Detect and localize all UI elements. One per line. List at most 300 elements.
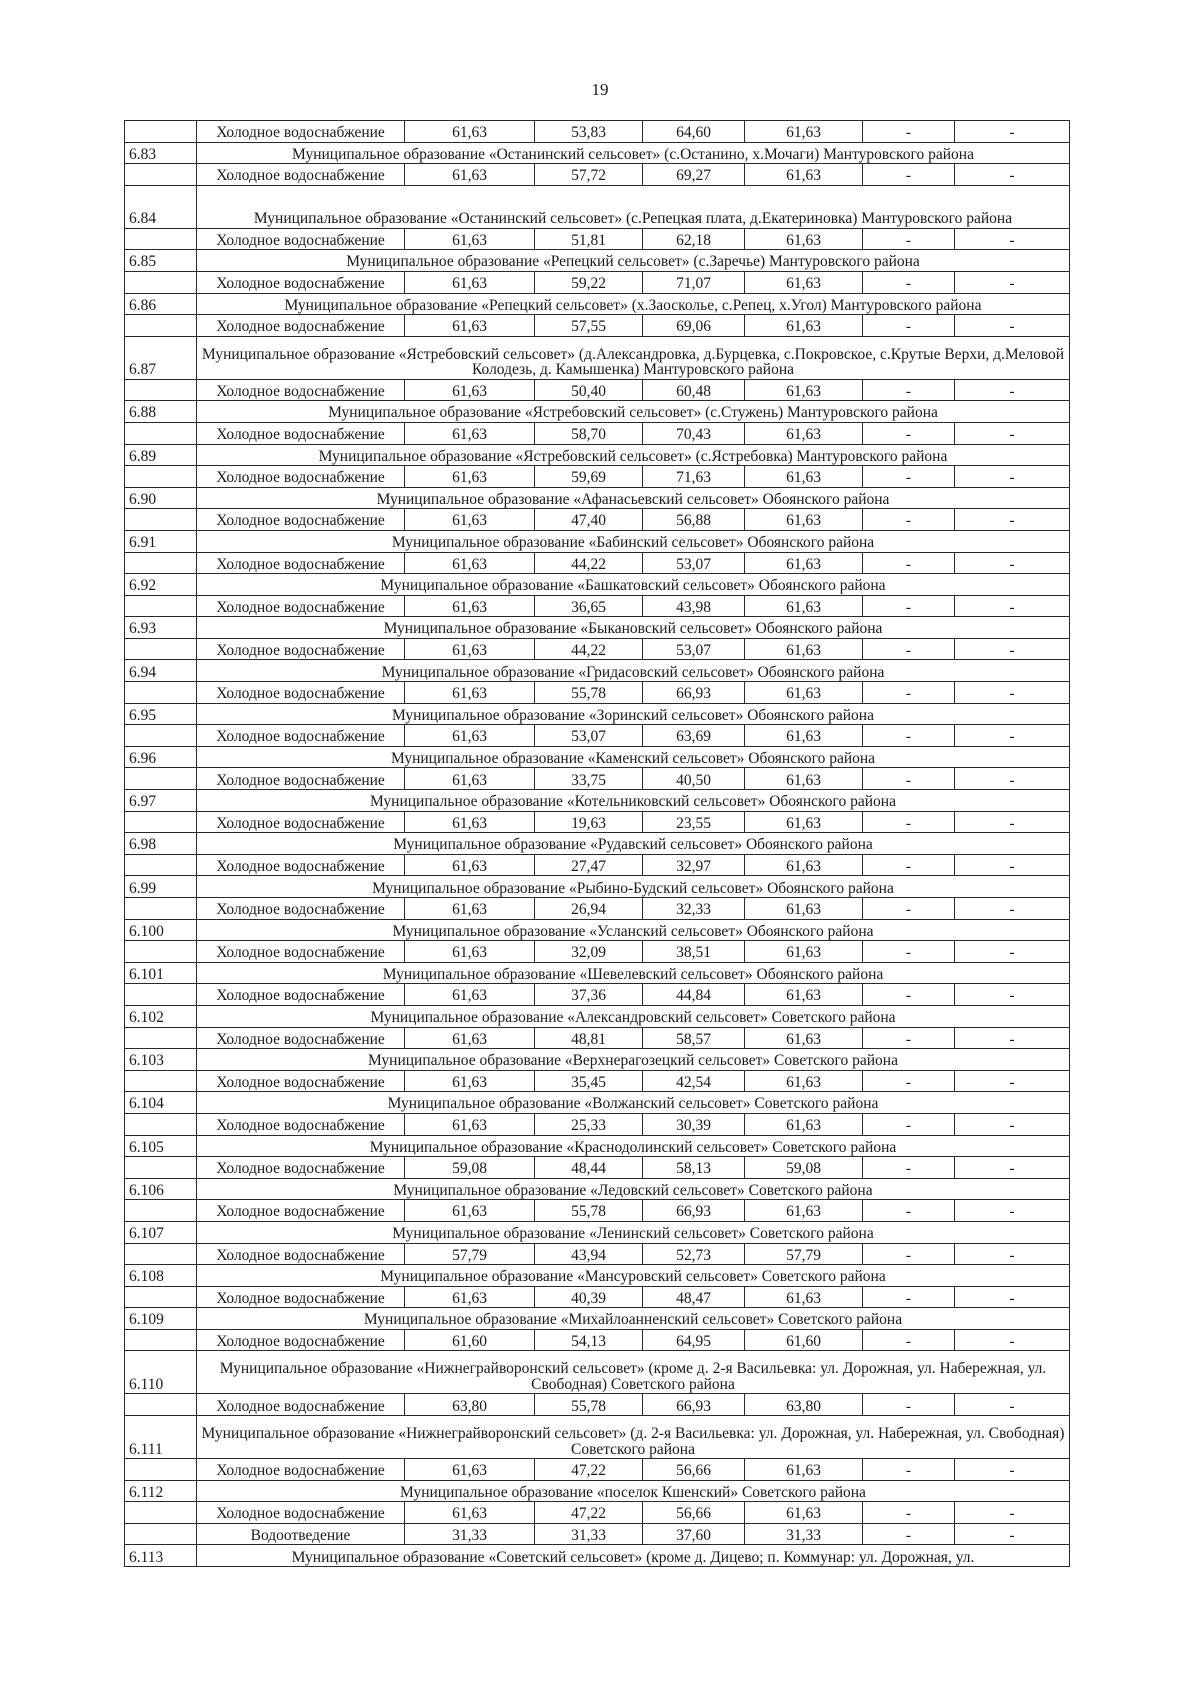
service-name: Холодное водоснабжение <box>197 1286 405 1308</box>
row-number <box>125 121 197 143</box>
tariff-value-1: 61,63 <box>405 1027 535 1049</box>
municipality-row <box>125 530 1070 552</box>
tariff-value-4: 61,63 <box>745 682 863 704</box>
municipality-row <box>125 1351 1070 1394</box>
service-name: Холодное водоснабжение <box>197 1329 405 1351</box>
municipality-title: Муниципальное образование «Нижнеграйворонский сельсовет» (кроме д. 2-я Васильевка: ул. Дорожная, ул. Набережная, ул. Свободная) Советского района <box>197 1351 1070 1394</box>
municipality-row <box>125 1049 1070 1071</box>
municipality-title: Муниципальное образование «Александровский сельсовет» Советского района <box>197 1005 1070 1027</box>
tariff-value-1: 61,63 <box>405 595 535 617</box>
tariff-dash-1: - <box>863 164 955 186</box>
tariff-value-2: 25,33 <box>535 1113 643 1135</box>
service-name: Холодное водоснабжение <box>197 1243 405 1265</box>
row-number: 6.87 <box>125 336 197 379</box>
tariff-table <box>124 120 1070 1567</box>
tariff-row <box>125 1394 1070 1416</box>
row-number: 6.89 <box>125 444 197 466</box>
tariff-value-1: 61,63 <box>405 1070 535 1092</box>
tariff-row <box>125 595 1070 617</box>
tariff-value-3: 58,57 <box>643 1027 745 1049</box>
tariff-row <box>125 1113 1070 1135</box>
municipality-title: Муниципальное образование «Советский сельсовет» (кроме д. Дицево; п. Коммунар: ул. Дорожная, ул. <box>197 1545 1070 1567</box>
tariff-value-3: 56,88 <box>643 509 745 531</box>
municipality-title: Муниципальное образование «Ледовский сельсовет» Советского района <box>197 1178 1070 1200</box>
tariff-value-2: 37,36 <box>535 984 643 1006</box>
tariff-dash-2: - <box>955 1286 1070 1308</box>
row-number <box>125 1243 197 1265</box>
tariff-dash-1: - <box>863 1329 955 1351</box>
tariff-dash-2: - <box>955 768 1070 790</box>
tariff-value-4: 31,33 <box>745 1523 863 1545</box>
tariff-row <box>125 228 1070 250</box>
row-number: 6.91 <box>125 530 197 552</box>
tariff-dash-1: - <box>863 1243 955 1265</box>
row-number <box>125 941 197 963</box>
tariff-dash-1: - <box>863 1070 955 1092</box>
municipality-row <box>125 660 1070 682</box>
tariff-dash-2: - <box>955 121 1070 143</box>
row-number <box>125 854 197 876</box>
tariff-value-2: 53,83 <box>535 121 643 143</box>
tariff-dash-2: - <box>955 228 1070 250</box>
tariff-row <box>125 638 1070 660</box>
municipality-row <box>125 876 1070 898</box>
row-number: 6.95 <box>125 703 197 725</box>
row-number <box>125 1394 197 1416</box>
row-number: 6.96 <box>125 746 197 768</box>
row-number <box>125 1502 197 1524</box>
tariff-value-2: 36,65 <box>535 595 643 617</box>
row-number: 6.106 <box>125 1178 197 1200</box>
row-number <box>125 1286 197 1308</box>
row-number <box>125 552 197 574</box>
tariff-value-3: 30,39 <box>643 1113 745 1135</box>
tariff-row <box>125 854 1070 876</box>
municipality-row <box>125 1265 1070 1287</box>
tariff-value-3: 70,43 <box>643 422 745 444</box>
municipality-row <box>125 1135 1070 1157</box>
municipality-row <box>125 1416 1070 1459</box>
tariff-row <box>125 315 1070 337</box>
tariff-value-1: 61,63 <box>405 1113 535 1135</box>
municipality-title: Муниципальное образование «Репецкий сельсовет» (х.Заосколье, с.Репец, х.Угол) Мантуровского района <box>197 293 1070 315</box>
municipality-title: Муниципальное образование «Бабинский сельсовет» Обоянского района <box>197 530 1070 552</box>
tariff-row <box>125 1243 1070 1265</box>
municipality-row <box>125 1308 1070 1330</box>
tariff-value-2: 40,39 <box>535 1286 643 1308</box>
municipality-row <box>125 833 1070 855</box>
municipality-title: Муниципальное образование «Ястребовский сельсовет» (с.Стужень) Мантуровского района <box>197 401 1070 423</box>
tariff-dash-1: - <box>863 552 955 574</box>
municipality-row <box>125 142 1070 164</box>
municipality-row <box>125 1178 1070 1200</box>
tariff-value-3: 40,50 <box>643 768 745 790</box>
tariff-dash-2: - <box>955 1502 1070 1524</box>
row-number: 6.104 <box>125 1092 197 1114</box>
row-number: 6.94 <box>125 660 197 682</box>
service-name: Холодное водоснабжение <box>197 725 405 747</box>
municipality-row <box>125 1480 1070 1502</box>
row-number: 6.111 <box>125 1416 197 1459</box>
tariff-value-2: 47,22 <box>535 1459 643 1481</box>
tariff-row <box>125 509 1070 531</box>
tariff-value-4: 61,63 <box>745 164 863 186</box>
tariff-dash-2: - <box>955 1200 1070 1222</box>
tariff-dash-2: - <box>955 682 1070 704</box>
municipality-row <box>125 962 1070 984</box>
tariff-dash-1: - <box>863 1157 955 1179</box>
tariff-dash-2: - <box>955 1329 1070 1351</box>
municipality-row <box>125 336 1070 379</box>
tariff-value-3: 53,07 <box>643 638 745 660</box>
tariff-value-3: 58,13 <box>643 1157 745 1179</box>
tariff-row <box>125 121 1070 143</box>
tariff-value-3: 64,60 <box>643 121 745 143</box>
row-number <box>125 1200 197 1222</box>
municipality-row <box>125 617 1070 639</box>
municipality-title: Муниципальное образование «Зоринский сельсовет» Обоянского района <box>197 703 1070 725</box>
municipality-title: Муниципальное образование «Шевелевский сельсовет» Обоянского района <box>197 962 1070 984</box>
row-number <box>125 1070 197 1092</box>
tariff-value-3: 56,66 <box>643 1502 745 1524</box>
tariff-value-4: 61,63 <box>745 638 863 660</box>
tariff-value-1: 61,63 <box>405 984 535 1006</box>
tariff-value-2: 32,09 <box>535 941 643 963</box>
row-number: 6.99 <box>125 876 197 898</box>
tariff-value-2: 55,78 <box>535 1394 643 1416</box>
tariff-dash-1: - <box>863 228 955 250</box>
tariff-dash-1: - <box>863 682 955 704</box>
tariff-dash-1: - <box>863 725 955 747</box>
service-name: Холодное водоснабжение <box>197 768 405 790</box>
row-number: 6.112 <box>125 1480 197 1502</box>
tariff-dash-2: - <box>955 379 1070 401</box>
tariff-dash-1: - <box>863 1286 955 1308</box>
tariff-dash-2: - <box>955 854 1070 876</box>
tariff-dash-2: - <box>955 811 1070 833</box>
tariff-value-2: 31,33 <box>535 1523 643 1545</box>
tariff-value-3: 53,07 <box>643 552 745 574</box>
tariff-value-4: 63,80 <box>745 1394 863 1416</box>
tariff-dash-2: - <box>955 1113 1070 1135</box>
tariff-dash-1: - <box>863 271 955 293</box>
tariff-row <box>125 1286 1070 1308</box>
row-number <box>125 725 197 747</box>
tariff-value-2: 43,94 <box>535 1243 643 1265</box>
service-name: Холодное водоснабжение <box>197 379 405 401</box>
tariff-dash-1: - <box>863 854 955 876</box>
tariff-dash-2: - <box>955 466 1070 488</box>
tariff-value-1: 61,63 <box>405 466 535 488</box>
tariff-value-3: 66,93 <box>643 1394 745 1416</box>
row-number <box>125 422 197 444</box>
tariff-dash-2: - <box>955 315 1070 337</box>
service-name: Холодное водоснабжение <box>197 1157 405 1179</box>
tariff-value-4: 61,63 <box>745 228 863 250</box>
row-number: 6.83 <box>125 142 197 164</box>
tariff-row <box>125 1157 1070 1179</box>
row-number <box>125 1523 197 1545</box>
tariff-value-3: 71,07 <box>643 271 745 293</box>
tariff-value-2: 51,81 <box>535 228 643 250</box>
tariff-value-3: 37,60 <box>643 1523 745 1545</box>
tariff-value-1: 61,63 <box>405 941 535 963</box>
municipality-row <box>125 1221 1070 1243</box>
tariff-value-2: 19,63 <box>535 811 643 833</box>
row-number: 6.100 <box>125 919 197 941</box>
row-number: 6.98 <box>125 833 197 855</box>
tariff-dash-1: - <box>863 984 955 1006</box>
tariff-dash-2: - <box>955 271 1070 293</box>
service-name: Холодное водоснабжение <box>197 941 405 963</box>
municipality-row <box>125 185 1070 228</box>
tariff-value-1: 61,63 <box>405 811 535 833</box>
tariff-row <box>125 1329 1070 1351</box>
tariff-row <box>125 379 1070 401</box>
tariff-value-2: 58,70 <box>535 422 643 444</box>
service-name: Холодное водоснабжение <box>197 164 405 186</box>
tariff-row <box>125 1200 1070 1222</box>
service-name: Холодное водоснабжение <box>197 638 405 660</box>
tariff-row <box>125 811 1070 833</box>
municipality-row <box>125 1005 1070 1027</box>
tariff-dash-2: - <box>955 1243 1070 1265</box>
municipality-row <box>125 703 1070 725</box>
tariff-value-3: 66,93 <box>643 682 745 704</box>
row-number <box>125 1329 197 1351</box>
tariff-value-4: 61,63 <box>745 315 863 337</box>
municipality-title: Муниципальное образование «Останинский сельсовет» (с.Репецкая плата, д.Екатериновка) Мантуровского района <box>197 185 1070 228</box>
row-number <box>125 466 197 488</box>
tariff-dash-1: - <box>863 1502 955 1524</box>
municipality-title: Муниципальное образование «Быкановский сельсовет» Обоянского района <box>197 617 1070 639</box>
tariff-dash-2: - <box>955 164 1070 186</box>
tariff-value-4: 61,63 <box>745 984 863 1006</box>
tariff-dash-2: - <box>955 1394 1070 1416</box>
tariff-value-4: 61,63 <box>745 1200 863 1222</box>
tariff-dash-1: - <box>863 121 955 143</box>
service-name: Холодное водоснабжение <box>197 422 405 444</box>
service-name: Холодное водоснабжение <box>197 228 405 250</box>
tariff-dash-1: - <box>863 1200 955 1222</box>
row-number: 6.113 <box>125 1545 197 1567</box>
tariff-dash-1: - <box>863 1394 955 1416</box>
tariff-row <box>125 768 1070 790</box>
tariff-dash-2: - <box>955 898 1070 920</box>
row-number <box>125 595 197 617</box>
row-number <box>125 271 197 293</box>
tariff-value-1: 61,63 <box>405 271 535 293</box>
municipality-title: Муниципальное образование «Краснодолинский сельсовет» Советского района <box>197 1135 1070 1157</box>
tariff-row <box>125 941 1070 963</box>
row-number: 6.86 <box>125 293 197 315</box>
row-number: 6.84 <box>125 185 197 228</box>
tariff-row <box>125 552 1070 574</box>
tariff-value-2: 50,40 <box>535 379 643 401</box>
service-name: Холодное водоснабжение <box>197 1502 405 1524</box>
tariff-dash-2: - <box>955 1157 1070 1179</box>
tariff-value-1: 61,63 <box>405 509 535 531</box>
tariff-value-1: 61,60 <box>405 1329 535 1351</box>
tariff-value-2: 35,45 <box>535 1070 643 1092</box>
tariff-value-4: 61,63 <box>745 854 863 876</box>
tariff-dash-1: - <box>863 315 955 337</box>
service-name: Холодное водоснабжение <box>197 811 405 833</box>
tariff-value-2: 26,94 <box>535 898 643 920</box>
tariff-value-3: 60,48 <box>643 379 745 401</box>
tariff-value-2: 44,22 <box>535 638 643 660</box>
row-number: 6.93 <box>125 617 197 639</box>
municipality-row <box>125 919 1070 941</box>
tariff-value-1: 61,63 <box>405 422 535 444</box>
tariff-dash-1: - <box>863 898 955 920</box>
municipality-title: Муниципальное образование «Усланский сельсовет» Обоянского района <box>197 919 1070 941</box>
tariff-value-3: 43,98 <box>643 595 745 617</box>
municipality-title: Муниципальное образование «Рыбино-Будский сельсовет» Обоянского района <box>197 876 1070 898</box>
municipality-row <box>125 790 1070 812</box>
tariff-dash-2: - <box>955 509 1070 531</box>
tariff-dash-2: - <box>955 552 1070 574</box>
row-number <box>125 811 197 833</box>
tariff-value-1: 61,63 <box>405 228 535 250</box>
tariff-value-1: 61,63 <box>405 1459 535 1481</box>
tariff-value-3: 32,33 <box>643 898 745 920</box>
row-number: 6.108 <box>125 1265 197 1287</box>
tariff-row <box>125 1070 1070 1092</box>
municipality-title: Муниципальное образование «Афанасьевский сельсовет» Обоянского района <box>197 487 1070 509</box>
tariff-value-2: 48,44 <box>535 1157 643 1179</box>
tariff-dash-1: - <box>863 1027 955 1049</box>
service-name: Холодное водоснабжение <box>197 854 405 876</box>
tariff-row <box>125 984 1070 1006</box>
tariff-dash-1: - <box>863 638 955 660</box>
row-number <box>125 1027 197 1049</box>
tariff-dash-2: - <box>955 422 1070 444</box>
tariff-value-1: 61,63 <box>405 1200 535 1222</box>
row-number <box>125 768 197 790</box>
municipality-title: Муниципальное образование «Верхнерагозецкий сельсовет» Советского района <box>197 1049 1070 1071</box>
tariff-dash-2: - <box>955 941 1070 963</box>
tariff-row <box>125 1459 1070 1481</box>
service-name: Холодное водоснабжение <box>197 1113 405 1135</box>
tariff-row <box>125 164 1070 186</box>
municipality-title: Муниципальное образование «Ястребовский сельсовет» (с.Ястребовка) Мантуровского района <box>197 444 1070 466</box>
municipality-title: Муниципальное образование «Гридасовский сельсовет» Обоянского района <box>197 660 1070 682</box>
municipality-row <box>125 1545 1070 1567</box>
service-name: Холодное водоснабжение <box>197 1459 405 1481</box>
tariff-value-4: 61,63 <box>745 121 863 143</box>
row-number <box>125 509 197 531</box>
tariff-value-3: 63,69 <box>643 725 745 747</box>
tariff-value-1: 61,63 <box>405 768 535 790</box>
service-name: Холодное водоснабжение <box>197 898 405 920</box>
municipality-row <box>125 746 1070 768</box>
tariff-row <box>125 466 1070 488</box>
municipality-title: Муниципальное образование «Репецкий сельсовет» (с.Заречье) Мантуровского района <box>197 250 1070 272</box>
tariff-row <box>125 422 1070 444</box>
tariff-row <box>125 682 1070 704</box>
service-name: Холодное водоснабжение <box>197 682 405 704</box>
municipality-row <box>125 250 1070 272</box>
municipality-title: Муниципальное образование «Михайлоанненский сельсовет» Советского района <box>197 1308 1070 1330</box>
row-number: 6.92 <box>125 574 197 596</box>
row-number <box>125 1113 197 1135</box>
tariff-row <box>125 271 1070 293</box>
service-name: Холодное водоснабжение <box>197 552 405 574</box>
tariff-value-4: 61,63 <box>745 379 863 401</box>
tariff-value-2: 33,75 <box>535 768 643 790</box>
tariff-value-4: 61,63 <box>745 1070 863 1092</box>
tariff-value-2: 55,78 <box>535 1200 643 1222</box>
service-name: Холодное водоснабжение <box>197 1027 405 1049</box>
tariff-value-1: 61,63 <box>405 725 535 747</box>
tariff-dash-2: - <box>955 1459 1070 1481</box>
tariff-value-4: 61,63 <box>745 422 863 444</box>
row-number: 6.101 <box>125 962 197 984</box>
tariff-value-1: 31,33 <box>405 1523 535 1545</box>
tariff-dash-1: - <box>863 1113 955 1135</box>
tariff-dash-2: - <box>955 638 1070 660</box>
tariff-value-4: 61,63 <box>745 1459 863 1481</box>
tariff-value-1: 61,63 <box>405 638 535 660</box>
tariff-value-1: 61,63 <box>405 379 535 401</box>
tariff-value-3: 69,27 <box>643 164 745 186</box>
tariff-dash-1: - <box>863 941 955 963</box>
tariff-value-3: 64,95 <box>643 1329 745 1351</box>
service-name: Холодное водоснабжение <box>197 509 405 531</box>
municipality-title: Муниципальное образование «Нижнеграйворонский сельсовет» (д. 2-я Васильевка: ул. Дорожная, ул. Набережная, ул. Свободная) Советского района <box>197 1416 1070 1459</box>
tariff-value-4: 59,08 <box>745 1157 863 1179</box>
tariff-value-4: 61,63 <box>745 768 863 790</box>
service-name: Холодное водоснабжение <box>197 1070 405 1092</box>
tariff-value-4: 61,63 <box>745 466 863 488</box>
service-name: Холодное водоснабжение <box>197 121 405 143</box>
tariff-value-2: 47,40 <box>535 509 643 531</box>
tariff-value-2: 55,78 <box>535 682 643 704</box>
tariff-value-1: 61,63 <box>405 1286 535 1308</box>
tariff-dash-2: - <box>955 595 1070 617</box>
tariff-dash-1: - <box>863 509 955 531</box>
row-number: 6.110 <box>125 1351 197 1394</box>
municipality-title: Муниципальное образование «Останинский сельсовет» (с.Останино, х.Мочаги) Мантуровского района <box>197 142 1070 164</box>
tariff-value-4: 61,63 <box>745 1502 863 1524</box>
row-number <box>125 1157 197 1179</box>
municipality-row <box>125 574 1070 596</box>
municipality-row <box>125 293 1070 315</box>
tariff-value-1: 61,63 <box>405 854 535 876</box>
tariff-value-3: 71,63 <box>643 466 745 488</box>
tariff-value-3: 23,55 <box>643 811 745 833</box>
service-name: Холодное водоснабжение <box>197 1394 405 1416</box>
tariff-value-3: 42,54 <box>643 1070 745 1092</box>
tariff-row <box>125 1523 1070 1545</box>
tariff-value-1: 61,63 <box>405 121 535 143</box>
service-name: Водоотведение <box>197 1523 405 1545</box>
row-number: 6.103 <box>125 1049 197 1071</box>
tariff-value-2: 44,22 <box>535 552 643 574</box>
municipality-title: Муниципальное образование «Волжанский сельсовет» Советского района <box>197 1092 1070 1114</box>
tariff-dash-1: - <box>863 422 955 444</box>
tariff-value-4: 61,63 <box>745 1027 863 1049</box>
tariff-value-1: 63,80 <box>405 1394 535 1416</box>
service-name: Холодное водоснабжение <box>197 1200 405 1222</box>
row-number <box>125 1459 197 1481</box>
tariff-value-4: 57,79 <box>745 1243 863 1265</box>
service-name: Холодное водоснабжение <box>197 466 405 488</box>
tariff-value-3: 44,84 <box>643 984 745 1006</box>
row-number: 6.105 <box>125 1135 197 1157</box>
tariff-dash-1: - <box>863 595 955 617</box>
